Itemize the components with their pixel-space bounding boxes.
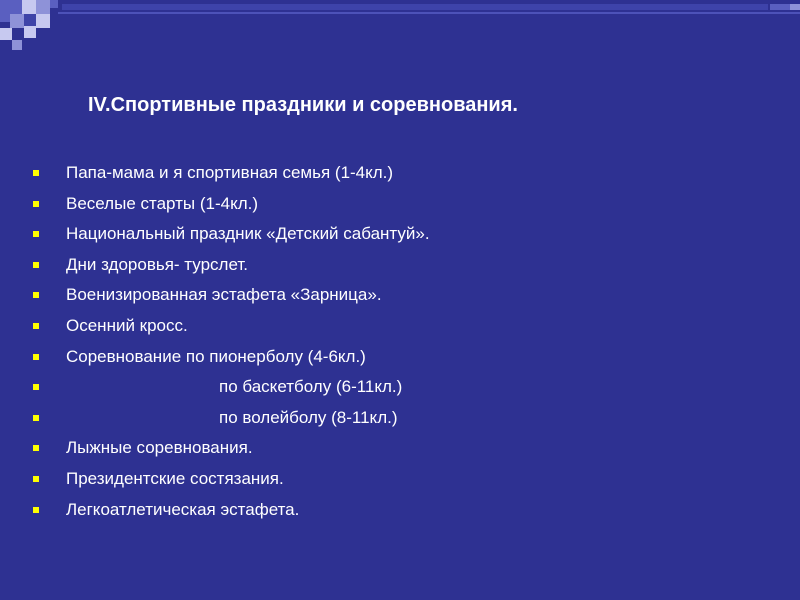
list-item (0, 311, 800, 342)
square-bullet-icon (33, 384, 39, 390)
bullet-list (0, 158, 800, 525)
list-item-text: Осенний кросс. (66, 315, 188, 335)
list-item (0, 464, 800, 495)
list-item (0, 250, 800, 281)
square-bullet-icon (33, 170, 39, 176)
square-bullet-icon (33, 201, 39, 207)
list-item-text: по баскетболу (6-11кл.) (219, 377, 403, 397)
square-bullet-icon (33, 415, 39, 421)
corner-decoration (0, 0, 800, 60)
slide-title: IV.Спортивные праздники и соревнования. (88, 94, 518, 116)
list-item (0, 342, 800, 373)
list-item-text: Папа-мама и я спортивная семья (1-4кл.) (66, 163, 394, 182)
square-bullet-icon (33, 323, 39, 329)
square-bullet-icon (33, 231, 39, 237)
list-item-text: Легкоатлетическая эстафета. (66, 499, 300, 519)
list-item-text: по волейболу (8-11кл.) (219, 407, 398, 427)
list-item-text: Лыжные соревнования. (66, 438, 253, 458)
list-item-text: Соревнование по пионерболу (4-6кл.) (66, 346, 366, 366)
square-bullet-icon (33, 354, 39, 360)
square-bullet-icon (33, 292, 39, 298)
square-bullet-icon (33, 445, 39, 451)
list-item (0, 495, 800, 526)
list-item (0, 189, 800, 220)
list-item (0, 219, 800, 250)
list-item-text: Национальный праздник «Детский сабантуй». (66, 224, 430, 244)
list-item-text: Президентские состязания. (66, 468, 284, 488)
list-item (0, 403, 800, 434)
list-item (0, 433, 800, 464)
list-item (0, 158, 800, 189)
list-item-text: Военизированная эстафета «Зарница». (66, 285, 382, 305)
square-bullet-icon (33, 507, 39, 513)
list-item (0, 372, 800, 403)
square-bullet-icon (33, 476, 39, 482)
list-item-text: Веселые старты (1-4кл.) (66, 193, 259, 213)
list-item-text: Дни здоровья- турслет. (66, 254, 248, 274)
list-item (0, 280, 800, 311)
square-bullet-icon (33, 262, 39, 268)
